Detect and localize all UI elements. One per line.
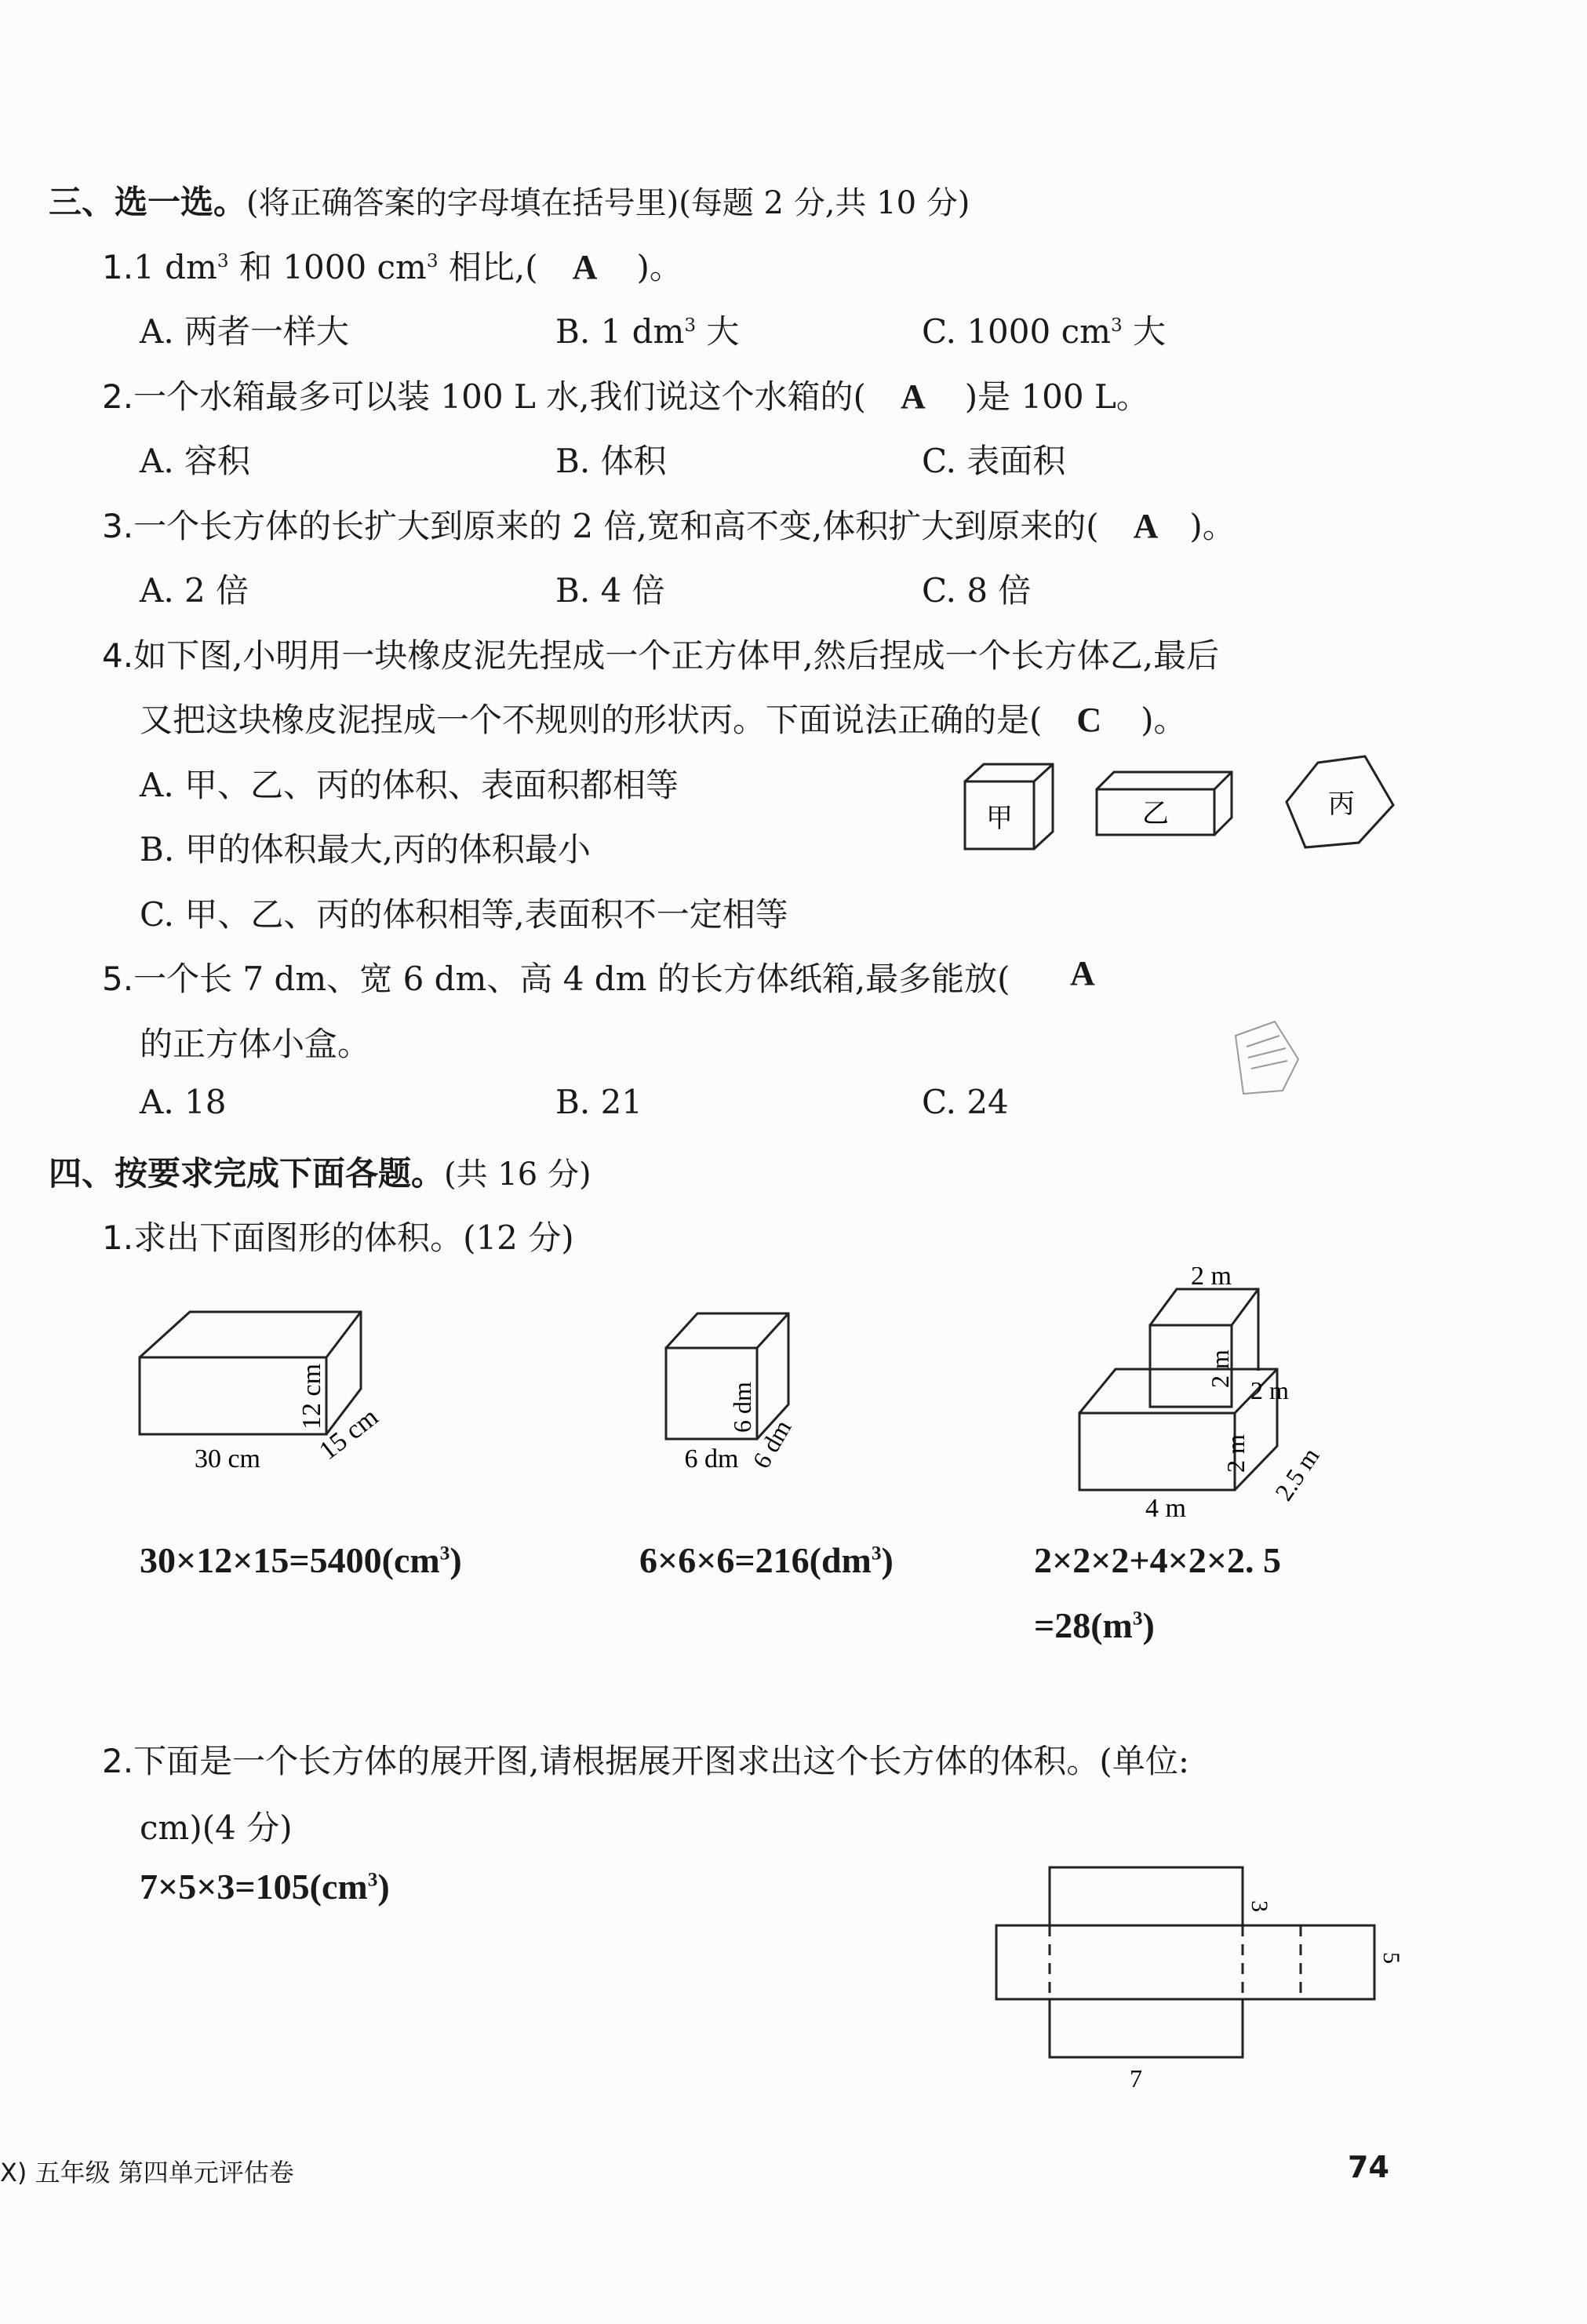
q2-option-c: C. 表面积 [922, 442, 1066, 480]
problem-1: 1.求出下面图形的体积。(12 分) [102, 1218, 574, 1257]
fig1-width-label: 15 cm [314, 1402, 384, 1466]
q3-close: )。 [1189, 507, 1236, 545]
fig3-top-width-label: 2 m [1250, 1376, 1289, 1404]
question-2 [102, 371, 1149, 418]
shape-label-bing: 丙 [1328, 790, 1355, 819]
answer-4: C [1076, 701, 1102, 739]
q3-option-b: B. 4 倍 [555, 571, 665, 610]
fig1-length-label: 30 cm [194, 1444, 261, 1473]
question-number: 3. [102, 507, 134, 545]
question-3 [102, 501, 1236, 548]
section-4-heading: 四、按要求完成下面各题。 [49, 1154, 445, 1193]
answer-1: A [572, 248, 598, 286]
question-1: 1.1 $dm^3$ 和 1000 $cm^3$ 相比,( A )。 [102, 248, 682, 286]
figure-cube-6 [655, 1302, 828, 1479]
shapes-jia-yi-bing [957, 753, 1404, 863]
question-5-line-2: 的正方体小盒。 [140, 1025, 371, 1063]
fig2-length-label: 6 dm [684, 1444, 739, 1473]
q3-option-a: A. 2 倍 [140, 571, 249, 610]
question-number: 2. [102, 377, 134, 416]
q5-option-a: A. 18 [140, 1083, 227, 1121]
question-5-line-1: 5.一个长 7 dm、宽 6 dm、高 4 dm 的长方体纸箱,最多能放( [102, 960, 1010, 998]
problem-2-line-1: 2.下面是一个长方体的展开图,请根据展开图求出这个长方体的体积。(单位: [102, 1742, 1189, 1780]
q2-close: )是 100 L。 [964, 377, 1149, 416]
q4-option-a: A. 甲、乙、丙的体积、表面积都相等 [140, 766, 679, 804]
section-3-note: (将正确答案的字母填在括号里)(每题 2 分,共 10 分) [246, 185, 970, 221]
q1-option-a: A. 两者一样大 [140, 312, 350, 351]
question-number: 4. [102, 636, 134, 675]
problem-2-line-2: cm)(4 分) [140, 1809, 293, 1847]
q2-option-a: A. 容积 [140, 442, 251, 480]
figure-stacked-solids [1067, 1267, 1365, 1518]
q5-option-b: B. 21 [555, 1083, 643, 1121]
fig3-top-height-label: 2 m [1206, 1350, 1234, 1388]
q2-text: 一个水箱最多可以装 100 L 水,我们说这个水箱的( [133, 377, 866, 416]
footer-info: X) 五年级 第四单元评估卷 [0, 2158, 294, 2187]
net-label-5: 5 [1378, 1952, 1404, 1964]
q1-text-a: 1 dm [133, 248, 217, 286]
fig2-width-label: 6 dm [746, 1415, 797, 1473]
answer-fig3-line2: $=28(m^3)$ [1034, 1605, 1155, 1645]
section-4-note: (共 16 分) [444, 1157, 591, 1193]
fig1-height-label: 12 cm [297, 1363, 326, 1430]
question-number: 2. [102, 1742, 134, 1780]
q2-option-b: B. 体积 [555, 442, 667, 480]
net-label-7: 7 [1130, 2064, 1142, 2093]
section-3-heading: 三、选一选。 [49, 183, 247, 221]
answer-problem-2: $7\times 5\times 3=105(cm^3)$ [140, 1867, 390, 1907]
fig3-top-label: 2 m [1191, 1267, 1232, 1291]
shape-label-jia: 甲 [986, 804, 1013, 833]
question-4-line-2: 又把这块橡皮泥捏成一个不规则的形状丙。下面说法正确的是( C )。 [140, 701, 1187, 739]
q1-option-b: B. 1 $dm^3$ 大 [555, 312, 740, 351]
q4-option-b: B. 甲的体积最大,丙的体积最小 [140, 830, 591, 869]
section-4-title [49, 1148, 591, 1195]
fig2-height-label: 6 dm [728, 1382, 756, 1433]
q3-text: 一个长方体的长扩大到原来的 2 倍,宽和高不变,体积扩大到原来的( [133, 507, 1099, 545]
answer-fig3-line1: 2×2×2+4×2×2. 5 [1034, 1540, 1282, 1580]
fig3-bottom-length-label: 4 m [1145, 1494, 1186, 1518]
answer-fig1: $30\times 12\times 15=5400(cm^3)$ [140, 1540, 462, 1580]
q5-option-c: C. 24 [922, 1083, 1009, 1121]
q1-text-c: 相比,( [438, 248, 538, 286]
section-3-title [49, 177, 970, 224]
fig3-bottom-width-label: 2.5 m [1269, 1442, 1325, 1506]
answer-5: A [1065, 953, 1100, 993]
stamp-mark [1220, 1012, 1314, 1106]
question-4-line-1: 4.如下图,小明用一块橡皮泥先捏成一个正方体甲,然后捏成一个长方体乙,最后 [102, 636, 1220, 675]
figure-cuboid-30-12-15 [126, 1295, 424, 1475]
net-label-3: 3 [1247, 1900, 1272, 1912]
question-number: 5. [102, 960, 134, 998]
q3-option-c: C. 8 倍 [922, 571, 1032, 610]
answer-3: A [1133, 507, 1159, 545]
q1-text-b: 和 1000 cm [228, 248, 427, 286]
cuboid-net-diagram [988, 1860, 1412, 2095]
q1-option-c: C. 1000 $cm^3$ 大 [922, 312, 1166, 351]
page-number: 74 [1348, 2150, 1389, 2184]
answer-fig2: $6\times 6\times 6=216(dm^3)$ [639, 1540, 894, 1580]
shape-label-yi: 乙 [1142, 800, 1169, 829]
question-number: 1. [102, 1218, 134, 1257]
fig3-bottom-height-label: 2 m [1221, 1434, 1250, 1473]
q1-close: )。 [636, 248, 682, 286]
answer-2: A [900, 377, 926, 416]
question-number: 1. [102, 248, 134, 286]
q4-option-c: C. 甲、乙、丙的体积相等,表面积不一定相等 [140, 895, 788, 934]
